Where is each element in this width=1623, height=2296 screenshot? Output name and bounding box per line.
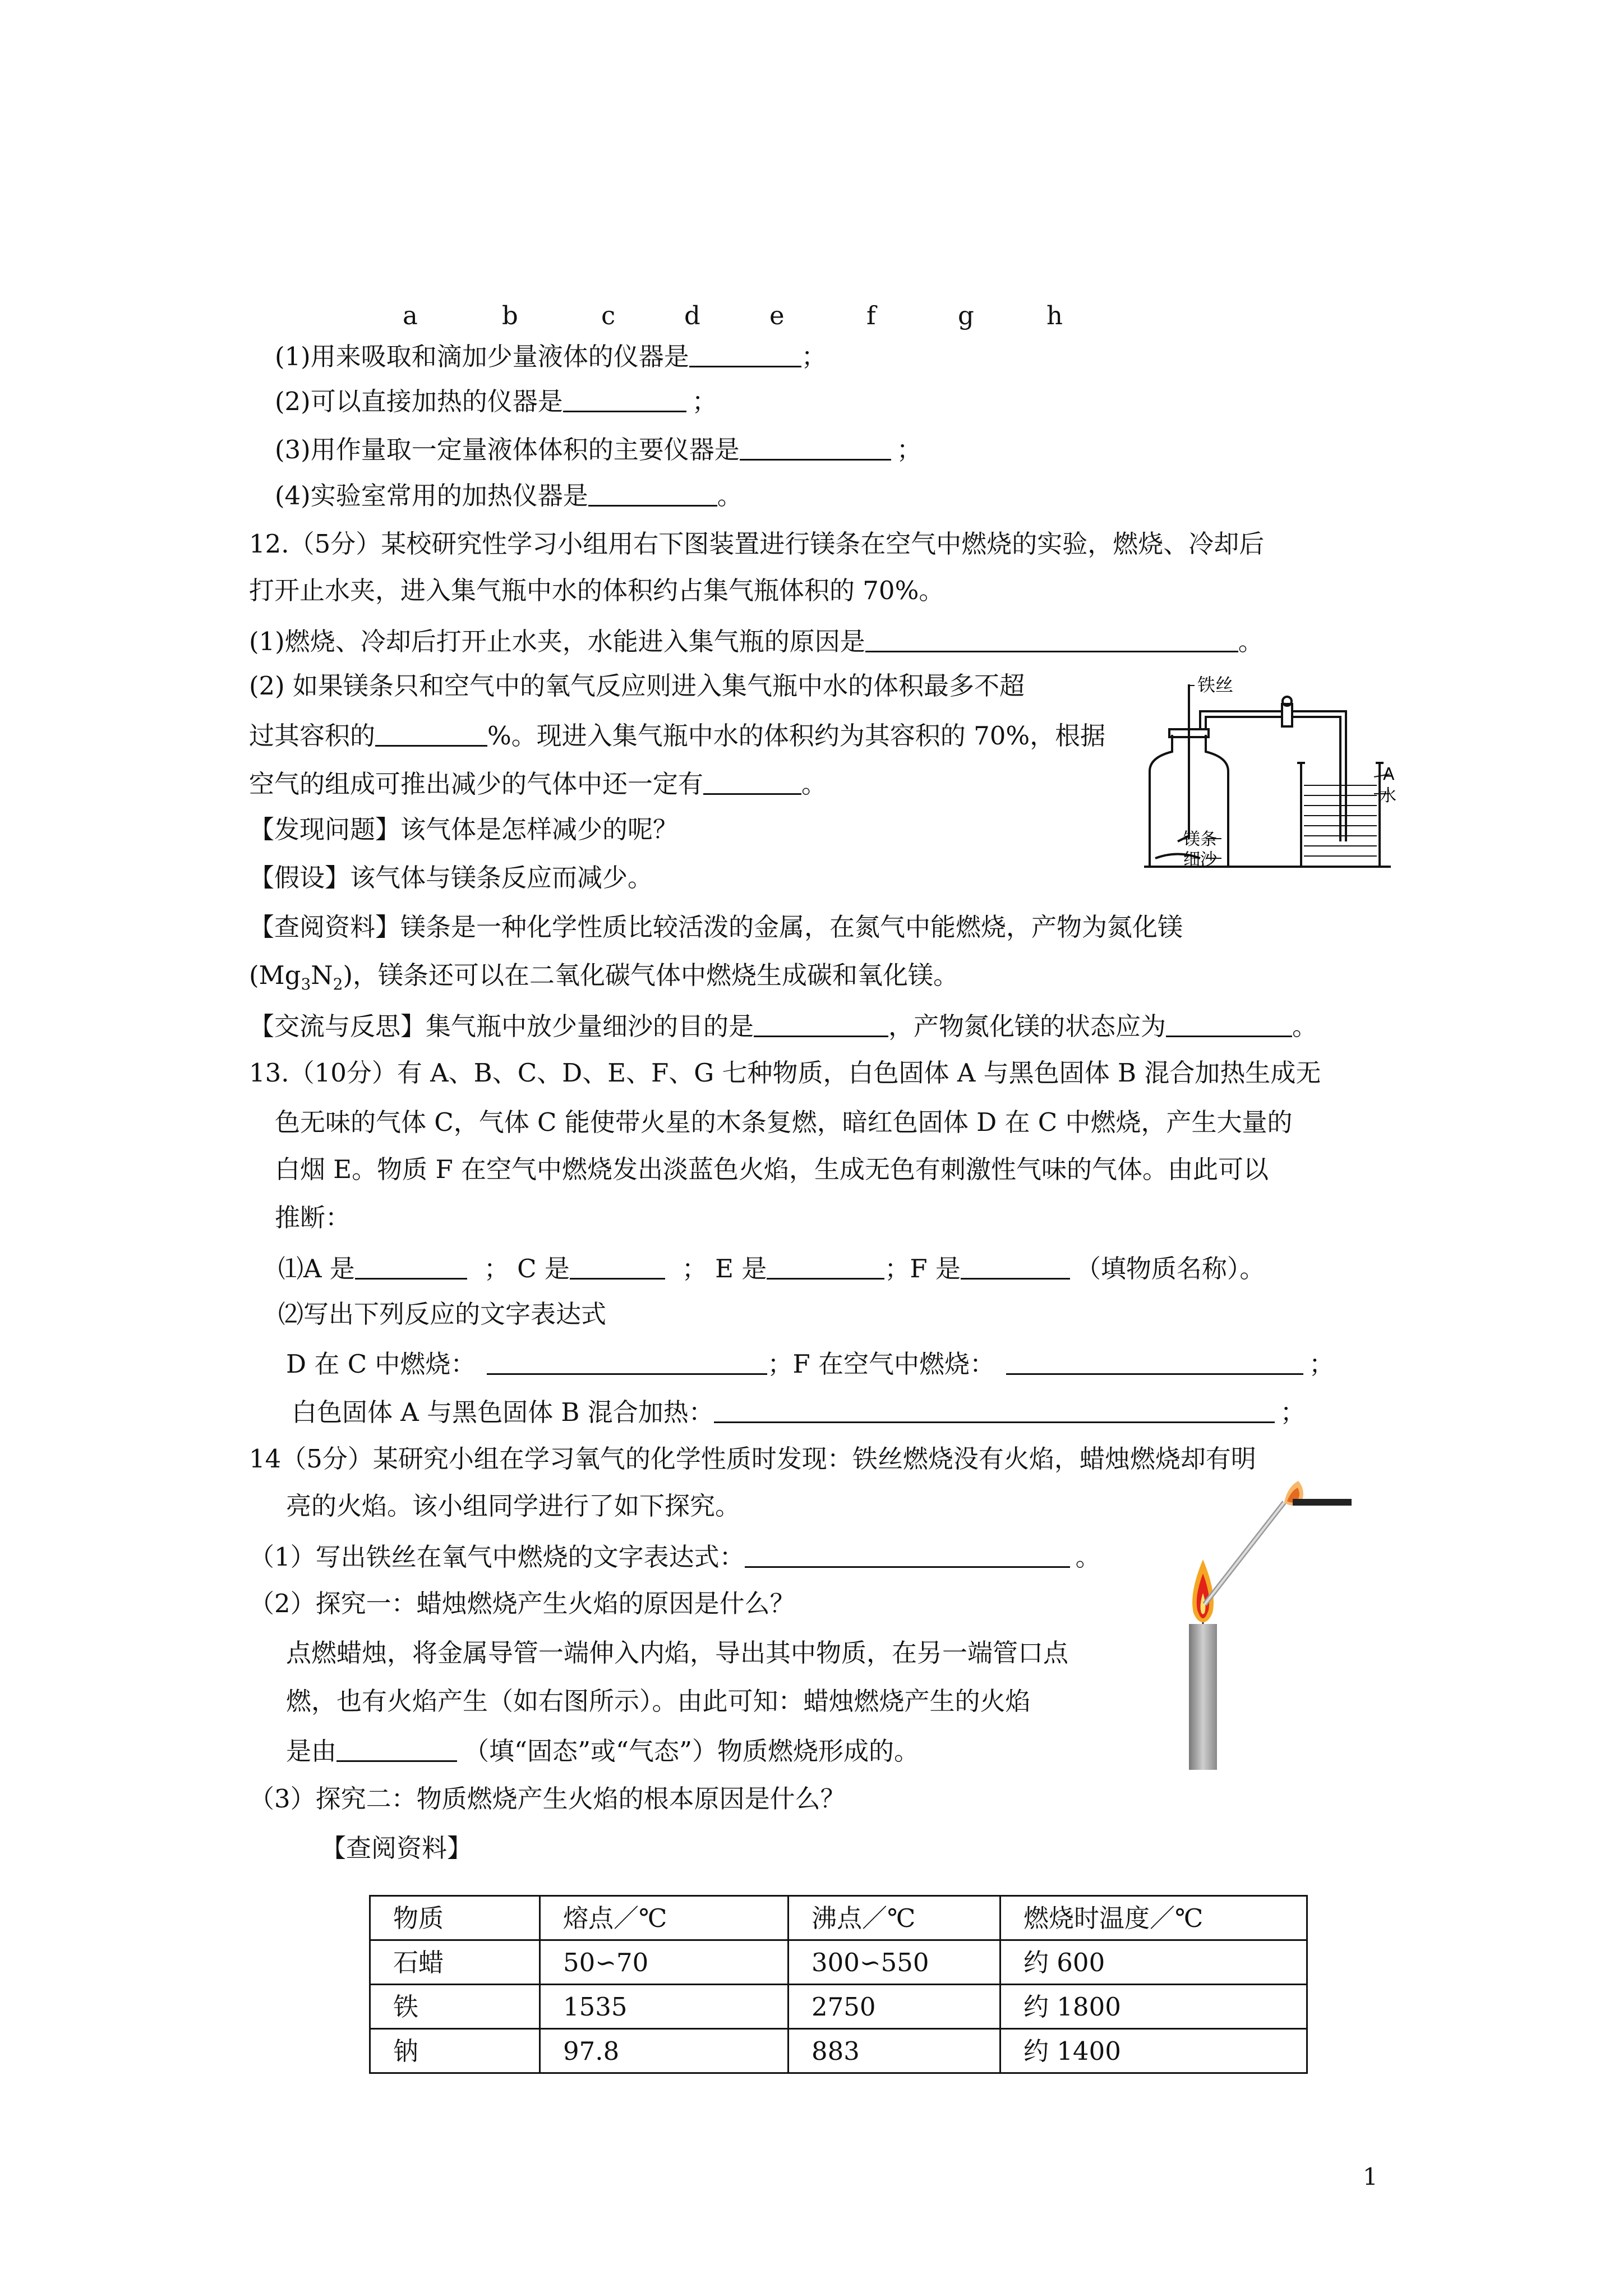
table-header-cell: 物质 [370, 1896, 540, 1940]
table-cell: 300∽550 [789, 1940, 1000, 1985]
q13-f-in-air: ；F 在空气中燃烧： [767, 1349, 995, 1379]
table-row [370, 1940, 1307, 1985]
q14-part-1 [249, 1543, 1101, 1570]
answer-blank[interactable] [703, 770, 801, 795]
formula-part: (Mg [249, 960, 301, 990]
label-sand: 细沙 [1183, 850, 1217, 869]
answer-blank[interactable] [563, 387, 686, 412]
table-cell: 石蜡 [370, 1940, 540, 1985]
label-a: A [1383, 765, 1395, 784]
letter-a: a [403, 301, 418, 330]
table-cell: 883 [789, 2029, 1000, 2073]
q14-part-2-line-1: 点燃蜡烛，将金属导管一端伸入内焰，导出其中物质，在另一端管口点 [286, 1638, 1069, 1668]
q12-discover: 【发现问题】该气体是怎样减少的呢？ [249, 815, 679, 844]
q12-lookup-line-1: 【查阅资料】镁条是一种化学性质比较活泼的金属，在氮气中能燃烧，产物为氮化镁 [249, 912, 1183, 942]
answer-blank[interactable] [355, 1254, 467, 1280]
q11-item-4-text: (4)实验室常用的加热仪器是 [275, 481, 588, 510]
q12-part-2-line-3-b: 。 [801, 769, 827, 799]
label-iron-wire: 铁丝 [1197, 674, 1234, 696]
table-header-cell: 沸点／℃ [789, 1896, 1000, 1940]
q13-part-2-ab [292, 1398, 1306, 1425]
q14-part-2-title: （2）探究一：蜡烛燃烧产生火焰的原因是什么？ [249, 1589, 795, 1618]
q13-line-1: 13.（10分）有 A、B、C、D、E、F、G 七种物质，白色固体 A 与黑色固体 B 混合加热生成无 [249, 1058, 1321, 1088]
letter-e: e [769, 301, 785, 330]
q12-reflection-a: 【交流与反思】集气瓶中放少量细沙的目的是 [249, 1011, 754, 1041]
q12-hypothesis: 【假设】该气体与镁条反应而减少。 [249, 863, 653, 892]
q14-p1-text: （1）写出铁丝在氧气中燃烧的文字表达式： [249, 1542, 745, 1572]
table-cell: 2750 [789, 1985, 1000, 2029]
q14-part-3-title: （3）探究二：物质燃烧产生火焰的根本原因是什么？ [249, 1784, 846, 1814]
q13-ab-text: 白色固体 A 与黑色固体 B 混合加热： [292, 1397, 714, 1427]
answer-blank[interactable] [865, 627, 1238, 652]
q12-part-2-line-2-b: %。现进入集气瓶中水的体积约为其容积的 70%，根据 [487, 721, 1106, 751]
label-magnesium: 镁条 [1183, 830, 1217, 849]
q13-line-2: 色无味的气体 C，气体 C 能使带火星的木条复燃，暗红色固体 D 在 C 中燃烧，产生大量的 [275, 1107, 1293, 1137]
answer-blank[interactable] [375, 721, 487, 747]
q13-part-2-equations [286, 1350, 1334, 1377]
q12-part-1-end: 。 [1238, 627, 1264, 656]
q12-line-1: 12.（5分）某校研究性学习小组用右下图装置进行镁条在空气中燃烧的实验，燃烧、冷却后 [249, 529, 1265, 559]
table-cell: 1535 [540, 1985, 789, 2029]
table-header-cell: 燃烧时温度／℃ [1000, 1896, 1307, 1940]
letter-c: c [601, 301, 616, 330]
q12-part-2-line-2-a: 过其容积的 [249, 721, 376, 751]
answer-blank[interactable] [740, 435, 891, 461]
answer-blank[interactable] [487, 1350, 767, 1375]
q11-item-2-text: (2)可以直接加热的仪器是 [275, 386, 563, 416]
q12-part-2-line-2 [249, 721, 1106, 751]
table-cell: 铁 [370, 1985, 540, 2029]
answer-blank[interactable] [570, 1254, 665, 1280]
answer-blank[interactable] [767, 1254, 884, 1280]
answer-blank[interactable] [1166, 1012, 1292, 1037]
q12-part-1-text: (1)燃烧、冷却后打开止水夹，水能进入集气瓶的原因是 [249, 627, 865, 656]
q12-lookup-line-2 [249, 960, 959, 993]
table-row [370, 1985, 1307, 2029]
q13-part-2: ⑵写出下列反应的文字表达式 [278, 1299, 607, 1329]
q13-p1-b: ； C 是 [483, 1254, 570, 1283]
q12-part-2-line-1: (2) 如果镁条只和空气中的氧气反应则进入集气瓶中水的体积最多不超 [249, 671, 1025, 701]
q13-d-in-c: D 在 C 中燃烧： [286, 1349, 476, 1379]
table-header-cell: 熔点／℃ [540, 1896, 789, 1940]
candle-diagram [1178, 1475, 1357, 1773]
q13-line-3: 白烟 E。物质 F 在空气中燃烧发出淡蓝色火焰，生成无色有刺激性气味的气体。由此可以 [275, 1154, 1269, 1184]
q11-item-2 [275, 387, 717, 414]
reference-table [369, 1895, 1308, 2074]
answer-blank[interactable] [754, 1012, 888, 1037]
table-cell: 钠 [370, 2029, 540, 2073]
formula-part: N [311, 960, 333, 990]
q13-part-1 [278, 1254, 1265, 1281]
q11-item-1-end: ； [801, 342, 827, 371]
q13-line-4: 推断： [275, 1203, 351, 1232]
q12-part-2-line-3-a: 空气的组成可推出减少的气体中还一定有 [249, 769, 704, 799]
answer-blank[interactable] [588, 481, 717, 507]
q14-line-1: 14（5分）某研究小组在学习氧气的化学性质时发现：铁丝燃烧没有火焰，蜡烛燃烧却有明 [249, 1444, 1256, 1474]
q12-reflection [249, 1012, 1317, 1039]
apparatus-diagram [1138, 673, 1396, 881]
q12-part-2-line-3 [249, 770, 827, 797]
q14-lookup-title: 【查阅资料】 [321, 1833, 473, 1863]
q13-p1-e: （填物质名称）。 [1075, 1254, 1265, 1283]
answer-blank[interactable] [714, 1398, 1275, 1423]
letter-h: h [1046, 301, 1063, 330]
table-row [370, 2029, 1307, 2073]
answer-blank[interactable] [745, 1543, 1070, 1568]
table-cell: 约 1400 [1000, 2029, 1307, 2073]
formula-part: )，镁条还可以在二氧化碳气体中燃烧生成碳和氧化镁。 [343, 960, 959, 990]
table-cell: 约 1800 [1000, 1985, 1307, 2029]
q13-p1-d: ；F 是 [884, 1254, 961, 1283]
answer-blank[interactable] [961, 1254, 1070, 1280]
q14-p1-end: 。 [1075, 1542, 1101, 1572]
q14-part-2-line-3 [286, 1737, 919, 1764]
q14-part-2-line-2: 燃，也有火焰产生（如右图所示）。由此可知：蜡烛燃烧产生的火焰 [286, 1686, 1031, 1716]
q11-item-2-end: ； [691, 386, 717, 416]
answer-blank[interactable] [1006, 1350, 1303, 1375]
page-number: 1 [1363, 2163, 1378, 2191]
answer-blank[interactable] [689, 342, 801, 367]
q12-reflection-b: ，产物氮化镁的状态应为 [888, 1011, 1166, 1041]
q11-item-3-end: ； [896, 435, 922, 464]
q12-reflection-c: 。 [1292, 1011, 1318, 1041]
q11-item-3-text: (3)用作量取一定量液体体积的主要仪器是 [275, 435, 740, 464]
letter-d: d [684, 301, 700, 330]
q11-item-3 [275, 435, 922, 462]
letter-f: f [866, 301, 876, 330]
q14-p2-line-3-b: （填“固态”或“气态”）物质燃烧形成的。 [464, 1736, 920, 1766]
q12-part-1 [249, 627, 1264, 654]
table-cell: 50∽70 [540, 1940, 789, 1985]
q13-p1-c: ； E 是 [681, 1254, 767, 1283]
table-header-row [370, 1896, 1307, 1940]
q13-ab-end: ； [1280, 1397, 1306, 1427]
q13-end: ； [1308, 1349, 1334, 1379]
q14-p2-line-3-a: 是由 [286, 1736, 337, 1766]
q12-line-2: 打开止水夹，进入集气瓶中水的体积约占集气瓶体积的 70%。 [249, 576, 944, 605]
answer-blank[interactable] [336, 1737, 457, 1762]
q11-item-4-end: 。 [717, 481, 743, 510]
q14-line-2: 亮的火焰。该小组同学进行了如下探究。 [286, 1491, 741, 1521]
letter-g: g [958, 301, 974, 330]
q13-p1-a: ⑴A 是 [278, 1254, 355, 1283]
table-cell: 约 600 [1000, 1940, 1307, 1985]
label-water: 水 [1380, 786, 1396, 806]
q11-item-1-text: (1)用来吸取和滴加少量液体的仪器是 [275, 342, 689, 371]
q11-item-1 [275, 342, 827, 369]
table-cell: 97.8 [540, 2029, 789, 2073]
formula-subscript: 3 [301, 975, 311, 993]
q11-item-4 [275, 481, 743, 508]
letter-b: b [502, 301, 518, 330]
formula-subscript: 2 [333, 975, 343, 993]
